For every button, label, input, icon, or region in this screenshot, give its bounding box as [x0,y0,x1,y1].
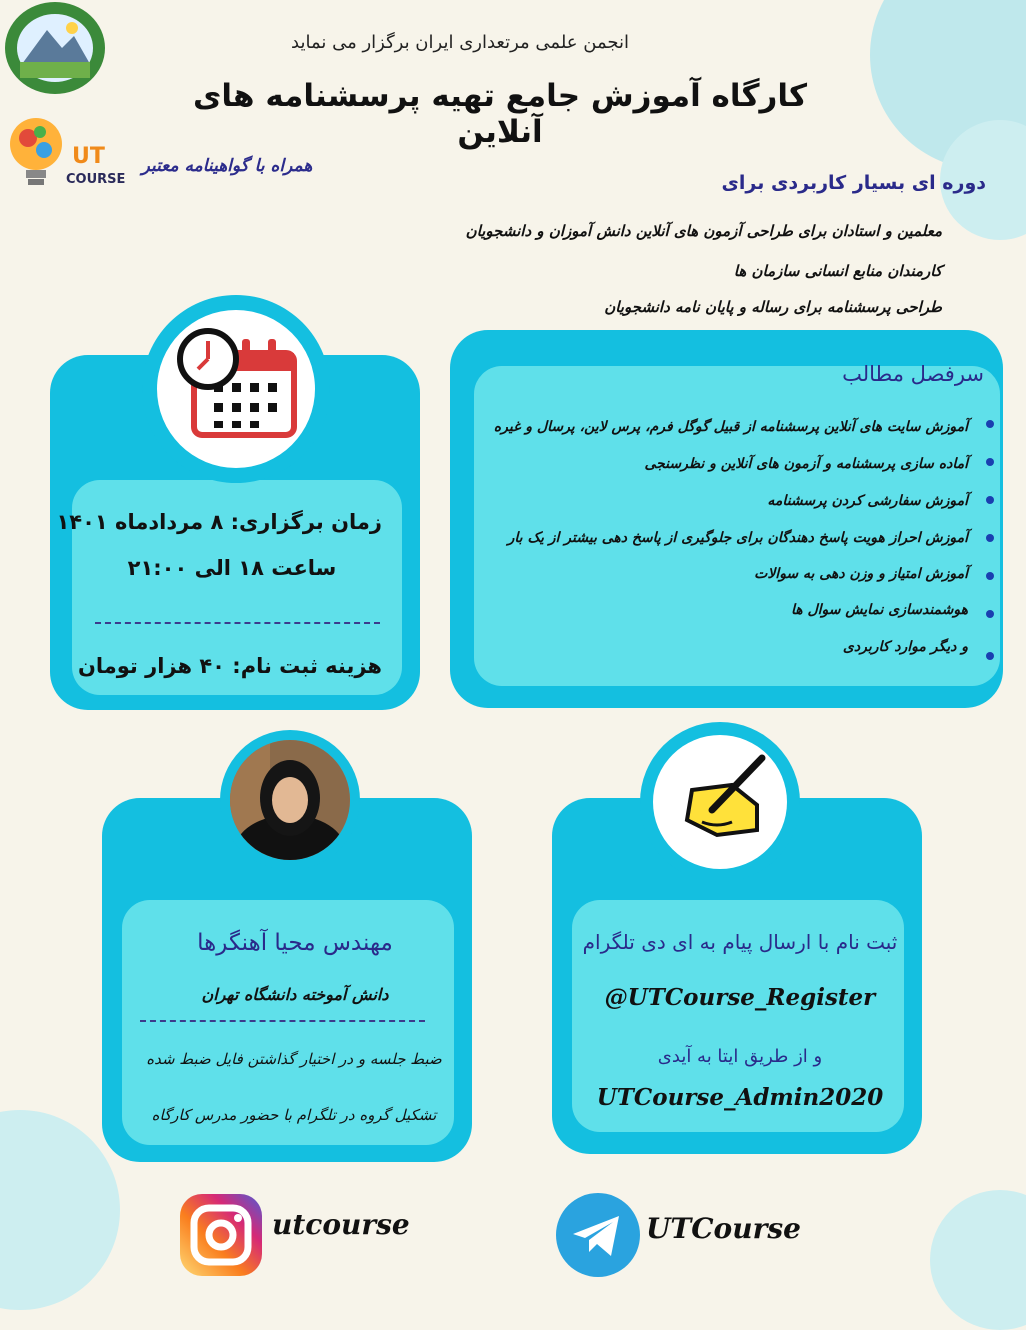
topic-item: آموزش امتیاز و وزن دهی به سوالات [754,566,968,582]
utcourse-logo [8,112,133,197]
teacher-name: مهندس محیا آهنگرها [197,930,393,956]
topic-item: آموزش احراز هویت پاسخ دهندگان برای جلوگیری از پاسخ دهی بیشتر از یک بار [507,530,968,546]
bullet-icon [986,652,994,660]
topic-item: هوشمندسازی نمایش سوال ها [790,602,968,618]
registration-instruction: ثبت نام با ارسال پیام به ای دی تلگرام [582,930,898,954]
topic-item: آماده سازی پرسشنامه و آزمون های آنلاین و نظرسنجی [644,456,968,472]
bullet-icon [986,420,994,428]
bullet-icon [986,572,994,580]
decor-blob-bottom-left [0,1110,120,1310]
bullet-icon [986,534,994,542]
certificate-note: همراه با گواهینامه معتبر [141,156,313,176]
teacher-note: ضبط جلسه و در اختیار گذاشتن فایل ضبط شده [146,1050,442,1068]
registration-fee: هزینه ثبت نام: ۴۰ هزار تومان [77,654,382,678]
page-title: کارگاه آموزش جامع تهیه پرسشنامه های آنلاین [192,78,808,150]
instagram-handle[interactable]: utcourse [272,1208,410,1241]
telegram-icon[interactable] [553,1190,643,1280]
audience-item: کارمندان منابع انسانی سازمان ها [733,262,942,280]
logo-ut-text: UT [72,144,105,169]
topic-item: و دیگر موارد کاربردی [842,639,968,655]
teacher-divider [140,1020,425,1022]
topics-inner [474,366,1000,686]
bullet-icon [986,610,994,618]
calendar-clock-icon [172,325,302,445]
telegram-handle[interactable]: UTCourse [646,1212,801,1245]
association-logo [2,0,108,100]
event-date: زمان برگزاری: ۸ مردادماه ۱۴۰۱ [56,510,382,534]
audience-item: طراحی پرسشنامه برای رساله و پایان نامه دانشجویان [604,298,942,316]
teacher-note: تشکیل گروه در تلگرام با حضور مدرس کارگاه [151,1106,437,1124]
topic-item: آموزش سایت های آنلاین پرسشنامه از قبیل گوگل فرم، پرس لاین، پرسال و غیره [493,419,968,435]
bullet-icon [986,496,994,504]
topics-title: سرفصل مطالب [842,362,984,386]
writing-hand-icon [672,750,772,850]
avatar [230,740,350,860]
bullet-icon [986,458,994,466]
event-time: ساعت ۱۸ الی ۲۱:۰۰ [127,556,337,580]
schedule-divider [95,622,380,624]
teacher-role: دانش آموخته دانشگاه تهران [201,985,389,1004]
instagram-icon[interactable] [176,1190,266,1280]
eitaa-id[interactable]: UTCourse_Admin2020 [596,1084,884,1111]
telegram-id[interactable]: @UTCourse_Register [604,984,876,1011]
logo-course-text: COURSE [66,172,126,187]
eitaa-instruction: و از طریق ایتا به آیدی [657,1046,823,1067]
audience-heading: دوره ای بسیار کاربردی برای [721,172,986,194]
topic-item: آموزش سفارشی کردن پرسشنامه [767,493,968,509]
audience-item: معلمین و استادان برای طراحی آزمون های آنلاین دانش آموزان و دانشجویان [465,222,942,240]
organizer-line: انجمن علمی مرتعداری ایران برگزار می نماید [291,32,629,53]
decor-blob-bottom-right [930,1190,1026,1330]
